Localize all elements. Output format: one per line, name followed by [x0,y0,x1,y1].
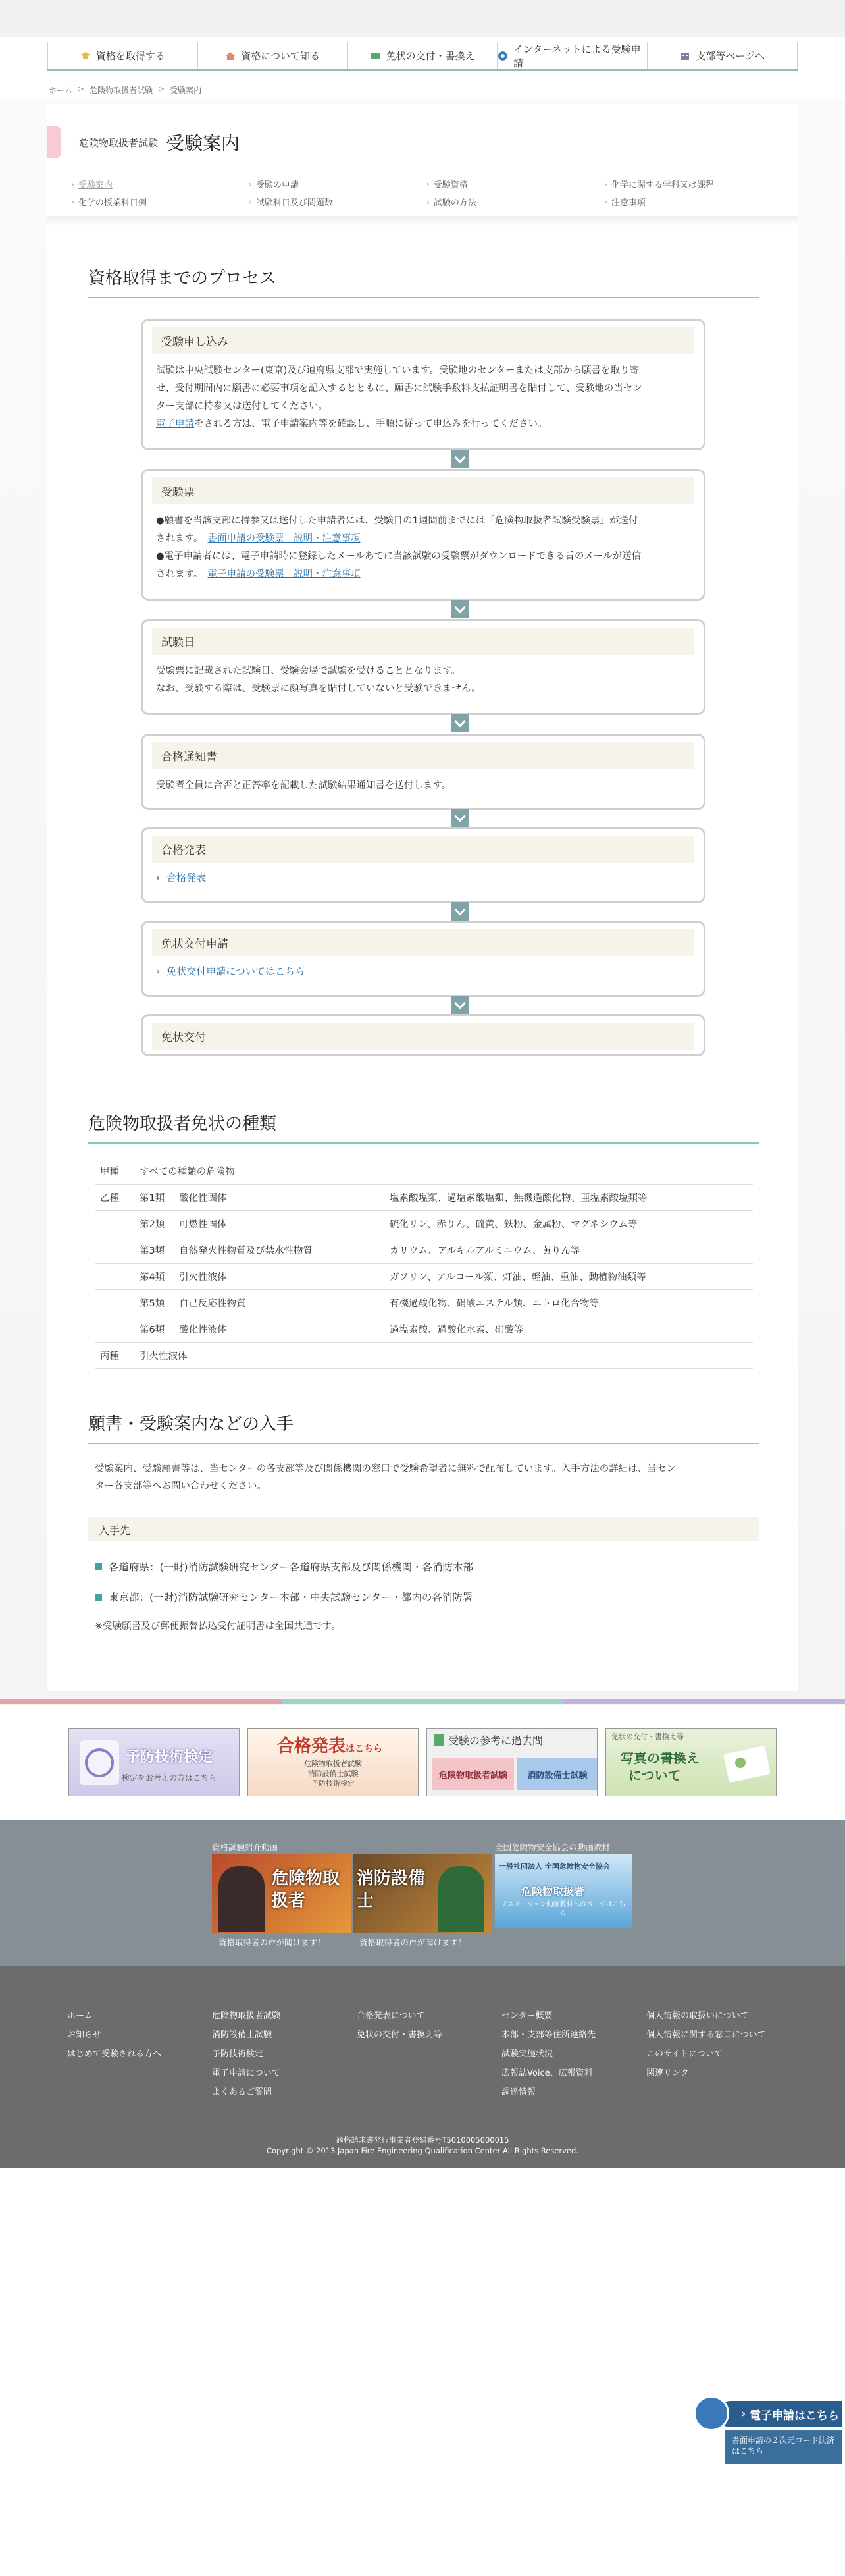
nav-label: インターネットによる受験申請 [513,43,641,69]
nav-internet-apply[interactable] [497,42,647,69]
footer-link[interactable]: お知らせ [67,2030,101,2040]
video-sub: アニメーション動画教材へのページはこちら [501,1901,626,1918]
table-row [95,1158,753,1185]
table-cell: 第1類 [134,1185,174,1211]
subnav-label: 受験の申請 [255,180,299,190]
banner-prevention-exam[interactable] [68,1728,240,1796]
step-text: 試験は中央試験センター(東京)及び道府県支部で実施しています。受験地のセンターまたは支部から願書を取り寄 [156,365,639,376]
table-cell: 丙種 [95,1343,134,1369]
e-apply-button[interactable] [717,2401,842,2427]
step-license-apply [141,921,705,997]
step-text: ター支部に持参又は送付してください。 [156,401,328,412]
chevron-down-icon [451,809,469,827]
footer-link[interactable]: 個人情報に関する窓口について [646,2030,766,2040]
license-apply-link[interactable] [152,964,694,978]
top-strip [0,0,845,37]
video-hazmat[interactable] [212,1854,351,1933]
license-section-title: 危険物取扱者免状の種類 [88,1110,759,1144]
subnav-label: 試験の方法 [433,198,476,208]
footer-link[interactable]: 広報誌Voice、広報資料 [501,2068,593,2078]
chevron-right-icon: › [741,2407,746,2421]
nav-branch[interactable] [647,42,798,69]
step-application [141,319,705,450]
chevron-right-icon: › [156,965,161,977]
table-cell: 第6類 [134,1316,174,1343]
subnav-label: 受験資格 [433,180,468,190]
chevron-right-icon: › [426,179,430,189]
table-row [95,1237,753,1264]
footer-link[interactable]: 予防技術検定 [212,2049,264,2059]
table-cell: カリウム、アルキルアルミニウム、黄りん等 [384,1237,753,1264]
table-row [95,1290,753,1316]
nav-label: 資格を取得する [95,50,165,62]
obtain-text: 東京都：(一財)消防試験研究センター本部・中央試験センター・都内の各消防署 [109,1592,473,1603]
subnav-label: 注意事項 [611,198,646,208]
main-content [47,104,798,1691]
breadcrumb [49,84,201,95]
footer-link[interactable]: ホーム [67,2011,93,2021]
footer-link[interactable]: よくあるご質問 [212,2087,272,2097]
video-title: 一般社団法人 全国危険物安全協会 [499,1862,610,1871]
step-head: 受験申し込み [152,327,694,354]
banner-photo-renewal[interactable] [605,1728,777,1796]
step-head: 試験日 [152,628,694,655]
color-bar [0,1699,845,1704]
footer-link[interactable]: 調達情報 [501,2087,536,2097]
subnav-item[interactable] [249,196,426,208]
table-cell: 酸化性液体 [174,1316,384,1343]
nav-label: 支部等ページへ [696,50,765,62]
nav-get-qualification[interactable] [47,42,197,69]
intro-text: ター各支部等へお問い合わせください。 [95,1481,267,1491]
video-caption: 資格取得者の声が聞けます！ [218,1937,326,1947]
graduation-icon [80,51,91,61]
banner-sub: 免状の交付・書換え等 [611,1732,684,1741]
nav-license[interactable] [347,42,498,69]
global-nav [47,42,798,71]
step-license-issue [141,1014,705,1056]
subnav-item[interactable] [426,196,604,208]
banner-title: 合格発表はこちら [277,1736,383,1756]
step-results [141,827,705,903]
obtain-text: 各道府県：(一財)消防試験研究センター各道府県支部及び関係機関・各消防本部 [109,1561,473,1573]
footer-col-3 [357,2008,442,2040]
subnav-item[interactable] [604,196,782,208]
subnav-item[interactable] [426,178,604,190]
footer-link[interactable]: このサイトについて [646,2049,723,2059]
step-text: なお、受験する際は、受験票に顔写真を貼付していないと受験できません。 [156,684,481,694]
step-text: せ、受付期間内に願書に必要事項を記入するとともに、願書に試験手数料支払証明書を貼付して、受験地の当セン [156,383,642,394]
footer-col-4 [501,2008,596,2097]
banner-results[interactable] [247,1728,419,1796]
sub-nav [71,178,782,208]
subnav-item[interactable] [71,196,249,208]
footer-link[interactable]: 消防設備士試験 [212,2030,272,2040]
table-cell: 乙種 [95,1185,134,1211]
video-title: 危険物取扱者 [271,1869,340,1911]
step-exam-day [141,619,705,715]
floating-e-apply [694,2401,842,2467]
breadcrumb-sep-icon: > [158,84,165,94]
chevron-right-icon: › [249,179,252,189]
subnav-divider [47,216,798,225]
square-bullet-icon [95,1563,102,1570]
building-icon [680,51,690,61]
footer-link[interactable]: センター概要 [501,2011,553,2021]
table-row [95,1343,753,1369]
footer-link[interactable]: 個人情報の取扱いについて [646,2011,749,2021]
table-cell: 自然発火性物質及び禁水性物質 [174,1237,384,1264]
chevron-right-icon: › [604,179,607,189]
footer-link[interactable]: 本部・支部等住所連絡先 [501,2030,596,2040]
results-link[interactable] [152,871,694,884]
footer-link[interactable]: 免状の交付・書換え等 [357,2030,443,2040]
footer-col-5 [646,2008,766,2078]
breadcrumb-exam[interactable]: 危険物取扱者試験 [90,86,153,95]
person-icon [438,1866,484,1932]
step-notice [141,734,705,810]
video-association[interactable] [495,1854,632,1928]
step-body [152,362,694,433]
nav-label: 資格について知る [241,50,320,62]
chevron-right-icon: › [604,197,607,207]
banner-row [68,1728,777,1796]
chevron-right-icon: › [249,197,252,207]
obtain-band: 入手先 [88,1517,759,1541]
e-ticket-link[interactable]: 電子申請の受験票 説明・注意事項 [207,569,361,579]
step-body [152,662,694,698]
person-icon [218,1866,265,1932]
table-cell: 可燃性固体 [174,1211,384,1237]
banner-title: 予防技術検定 [126,1749,213,1765]
table-cell: 引火性液体 [134,1343,753,1369]
page-title [47,122,798,162]
step-head: 受験票 [152,477,694,504]
step-ticket [141,469,705,601]
house-icon [225,51,236,61]
table-cell [95,1211,134,1237]
table-cell [95,1290,134,1316]
footer-link[interactable]: 危険物取扱者試験 [212,2011,281,2021]
step-text: をされる方は、電子申請案内等を確認し、手順に従って申込みを行ってください。 [194,419,548,429]
obtain-item [95,1559,473,1574]
chevron-right-icon: › [71,197,74,207]
document-icon [434,1734,444,1746]
chevron-down-icon [451,996,469,1014]
table-cell: 第5類 [134,1290,174,1316]
table-cell: 第2類 [134,1211,174,1237]
subnav-item[interactable] [71,178,249,190]
video-caption: 資格取得者の声が聞けます！ [359,1937,467,1947]
video-label: 資格試験紹介動画 [212,1842,278,1852]
chevron-right-icon: › [156,871,161,884]
past-exam-hazmat[interactable]: 危険物取扱者試験 [432,1758,514,1790]
link-label: 免状交付申請についてはこちら [166,965,305,977]
subnav-label: 化学の授業科目例 [78,198,147,208]
banner-sub: 危険物取扱者試験 消防設備士試験 予防技術検定 [304,1759,362,1788]
banner-title: 写真の書換え について [621,1750,700,1783]
process-section-title: 資格取得までのプロセス [88,265,759,298]
step-text: 受験票に記載された試験日、受験会場で試験を受けることとなります。 [156,666,461,676]
table-cell: すべての種類の危険物 [134,1158,753,1185]
table-row [95,1185,753,1211]
e-apply-label: 電子申請はこちら [750,2409,840,2423]
footer-link[interactable]: 合格発表について [357,2011,425,2021]
step-head: 合格発表 [152,836,694,863]
step-head: 免状交付申請 [152,929,694,956]
chevron-down-icon [451,450,469,468]
subnav-label: 受験案内 [78,180,113,190]
square-bullet-icon [95,1594,102,1601]
obtain-intro [95,1461,753,1495]
table-cell: 酸化性固体 [174,1185,384,1211]
video-band [0,1820,845,1966]
link-label: 合格発表 [166,872,207,884]
chevron-right-icon: › [71,179,74,189]
table-cell: 過塩素酸、過酸化水素、硝酸等 [384,1316,753,1343]
step-text: ●願書を当該支部に持参又は送付した申請者には、受験日の1週間前までには「危険物取扱者試験受験票」が送付 [156,516,638,526]
table-cell [95,1237,134,1264]
id-card-icon [722,1743,775,1785]
banner-past-exams[interactable] [426,1728,598,1796]
step-text: されます。 [156,533,199,544]
breadcrumb-home[interactable]: ホーム [49,86,73,95]
banner-title: 受験の参考に過去問 [434,1732,543,1748]
table-cell: 甲種 [95,1158,134,1185]
obtain-section-title: 願書・受験案内などの入手 [88,1410,759,1444]
table-cell: 有機過酸化物、硝酸エステル類、ニトロ化合物等 [384,1290,753,1316]
copyright-text: Copyright © 2013 Japan Fire Engineering Qualification Center All Rights Reserved. [267,2146,578,2155]
intro-text: 受験案内、受験願書等は、当センターの各支部等及び関係機関の窓口で受験希望者に無料で配布しています。入手方法の詳細は、当セン [95,1464,676,1474]
paper-ticket-link[interactable]: 書面申請の受験票 説明・注意事項 [207,533,361,544]
obtain-item [95,1590,473,1604]
table-cell [95,1264,134,1290]
copyright [0,2135,845,2156]
step-text: ●電子申請者には、電子申請時に登録したメールあてに当該試験の受験票がダウンロードできる旨のメールが送信 [156,551,642,562]
breadcrumb-sep-icon: > [78,84,85,94]
footer-col-2 [212,2008,280,2097]
registration-number: 適格請求書発行事業者登録番号T5010005000015 [336,2135,509,2145]
subnav-label: 化学に関する学科又は課程 [611,180,714,190]
chevron-down-icon [451,600,469,618]
footer [0,1966,845,2168]
footer-link[interactable]: 試験実施状況 [501,2049,553,2059]
breadcrumb-current: 受験案内 [170,86,202,95]
nav-label: 免状の交付・書換え [386,50,475,62]
nav-about-qualification[interactable] [197,42,347,69]
video-label: 全国危険物安全協会の動画教材 [495,1842,611,1852]
table-cell: 自己反応性物質 [174,1290,384,1316]
video-title: 消防設備士 [357,1869,426,1911]
chevron-down-icon [451,714,469,732]
chevron-down-icon [451,902,469,921]
banner-sub: 検定をお考えの方はこちら [122,1773,217,1783]
e-application-link[interactable]: 電子申請 [156,419,194,429]
card-icon [370,51,380,61]
step-head: 免状交付 [152,1023,694,1050]
globe-icon [498,51,508,61]
book-icon [77,1738,123,1788]
top-bar [0,0,845,78]
subnav-item[interactable] [604,178,782,190]
page-title-sub: 危険物取扱者試験 [79,136,159,149]
step-body [152,512,694,583]
past-exam-fire-equipment[interactable]: 消防設備士試験 [517,1758,598,1790]
step-body [152,777,694,795]
subnav-label: 試験科目及び問題数 [255,198,333,208]
table-row [95,1211,753,1237]
table-cell: 第4類 [134,1264,174,1290]
title-accent [47,126,61,158]
step-head: 合格通知書 [152,742,694,769]
step-text: されます。 [156,569,199,579]
footer-link[interactable]: 電子申請について [212,2068,280,2078]
table-cell: ガソリン、アルコール類、灯油、軽油、重油、動植物油類等 [384,1264,753,1290]
license-table [95,1158,753,1369]
obtain-note: ※受験願書及び郵便振替払込受付証明書は全国共通です。 [95,1621,341,1632]
table-cell: 引火性液体 [174,1264,384,1290]
subnav-item[interactable] [249,178,426,190]
table-row [95,1264,753,1290]
video-fire-equipment[interactable] [353,1854,492,1933]
table-row [95,1316,753,1343]
document-icon [694,2396,729,2431]
footer-link[interactable]: 関連リンク [646,2068,689,2078]
table-cell: 塩素酸塩類、過塩素酸塩類、無機過酸化物、亜塩素酸塩類等 [384,1185,753,1211]
table-cell: 第3類 [134,1237,174,1264]
table-cell: 硫化リン、赤りん、硫黄、鉄粉、金属粉、マグネシウム等 [384,1211,753,1237]
page-title-main: 受験案内 [166,132,240,154]
footer-col-1 [67,2008,161,2059]
table-cell [95,1316,134,1343]
video-sub: 危険物取扱者 [521,1885,585,1898]
chevron-right-icon: › [426,197,430,207]
step-text: 受験者全員に合否と正答率を記載した試験結果通知書を送付します。 [156,780,451,791]
footer-link[interactable]: はじめて受験される方へ [67,2049,162,2059]
qr-payment-link[interactable]: 書面申請の２次元コード決済はこちら [725,2430,842,2464]
